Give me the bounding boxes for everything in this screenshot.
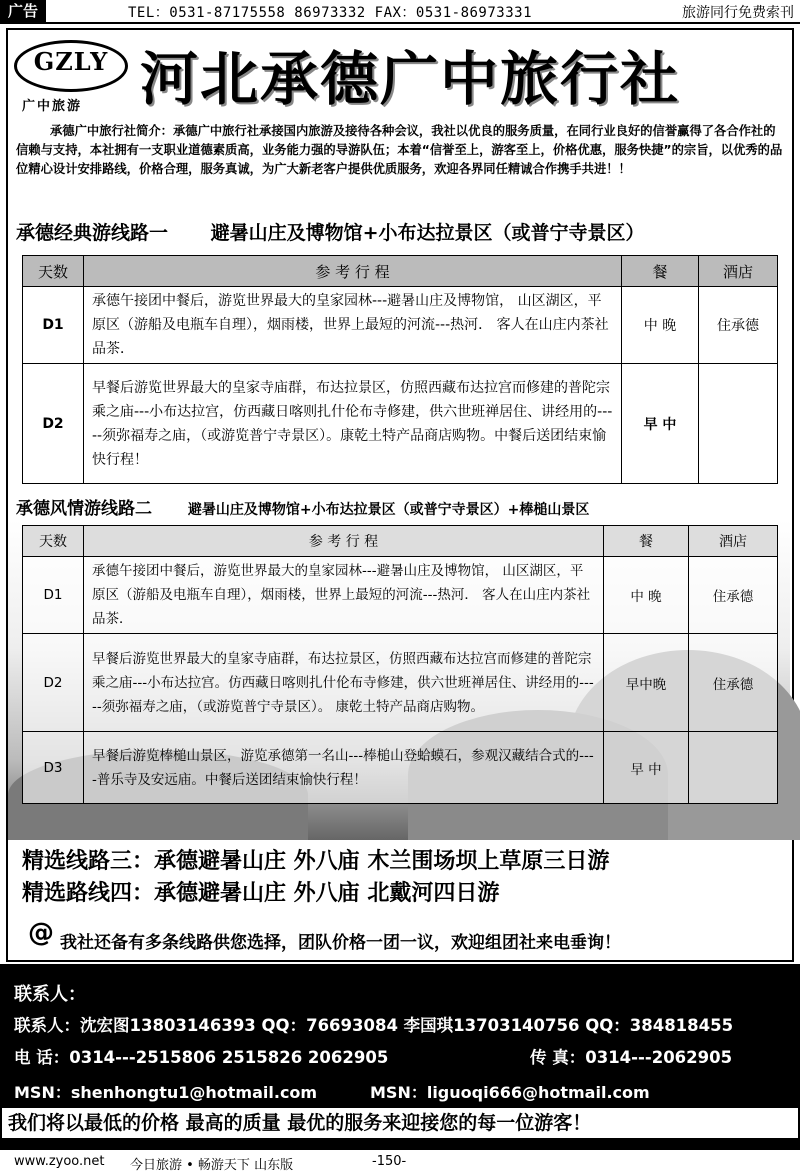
- footer-tagline: 今日旅游 • 畅游天下 山东版: [130, 1158, 294, 1173]
- contact-fax: 传 真：0314---2062905: [530, 1048, 733, 1067]
- itinerary-cell: 早餐后游览世界最大的皇家寺庙群，布达拉景区，仿照西藏布达拉宫而修建的普陀宗乘之庙---小布达拉宫，仿西藏日喀则扎什伦布寺修建，供六世班禅居住、讲经用的-----须弥福寿之庙，（或游览普宁寺景区）。康乾土特产品商店购物。中餐后送团结束愉快行程！: [84, 364, 622, 484]
- meal-cell: 早中晚: [604, 634, 689, 732]
- top-free-notice: 旅游同行免费索刊: [682, 5, 794, 21]
- hotel-cell: [699, 364, 778, 484]
- page-footer: [0, 1152, 800, 1171]
- route1-header: [16, 218, 645, 245]
- footer-site: www.zyoo.net: [14, 1154, 105, 1169]
- contact-block: [0, 964, 800, 1150]
- itinerary-cell: 早餐后游览棒槌山景区，游览承德第一名山---棒槌山登蛤蟆石，参观汉藏结合式的----普乐寺及安远庙。中餐后送团结束愉快行程！: [84, 732, 604, 804]
- itinerary-cell: 承德午接团中餐后，游览世界最大的皇家园林---避暑山庄及博物馆， 山区湖区，平原区（游船及电瓶车自理），烟雨楼，世界上最短的河流---热河． 客人在山庄内茶社品茶．: [84, 287, 622, 364]
- table-row: [23, 634, 778, 732]
- contact-msn-2: MSN：liguoqi666@hotmail.com: [370, 1083, 650, 1102]
- selected-route-4: 精选路线四：承德避暑山庄 外八庙 北戴河四日游: [22, 881, 500, 906]
- contact-people: 联系人：沈宏图13803146393 QQ：76693084 李国琪13703140756 QQ：384818455: [14, 1016, 734, 1035]
- col-day: 天数: [23, 256, 84, 287]
- meal-cell: 早 中: [604, 732, 689, 804]
- route2-label: 承德风情游线路二: [16, 499, 152, 519]
- intro-paragraph: 承德广中旅行社简介：承德广中旅行社承接国内旅游及接待各种会议，我社以优良的服务质量，在同行业良好的信誉赢得了各合作社的信赖与支持，本社拥有一支职业道德素质高，业务能力强的导游队伍；本着“信誉至上，游客至上，价格优惠，服务快捷”的宗旨，以优秀的品位精心设计安排路线，价格合理，服务真诚，为广大新老客户提供优质服务，欢迎各界同任精诚合作携手共进！！: [16, 124, 783, 176]
- meal-cell: 中 晚: [622, 287, 699, 364]
- table-row: [23, 364, 778, 484]
- day-cell: D2: [23, 364, 84, 484]
- meal-cell: 中 晚: [604, 557, 689, 634]
- agency-logo: [14, 40, 124, 112]
- slogan-banner: 我们将以最低的价格 最高的质量 最优的服务来迎接您的每一位游客！: [2, 1108, 798, 1138]
- table-row: [23, 287, 778, 364]
- route1-name: 避暑山庄及博物馆+小布达拉景区（或普宁寺景区）: [210, 222, 645, 244]
- route2-table: [22, 525, 778, 804]
- col-meal: 餐: [604, 526, 689, 557]
- hotel-cell: 住承德: [689, 634, 778, 732]
- day-cell: D1: [23, 557, 84, 634]
- logo-subtitle: 广中旅游: [22, 99, 83, 114]
- top-phone-fax: TEL：0531-87175558 86973332 FAX：0531-86973331: [128, 5, 533, 21]
- route1-label: 承德经典游线路一: [16, 222, 169, 244]
- table-row: [23, 557, 778, 634]
- page-number: -150-: [372, 1154, 407, 1169]
- col-meal: 餐: [622, 256, 699, 287]
- agency-title: 河北承德广中旅行社: [140, 45, 681, 113]
- day-cell: D2: [23, 634, 84, 732]
- col-itinerary: 参 考 行 程: [84, 256, 622, 287]
- more-routes-note: @ 我社还备有多条线路供您选择，团队价格一团一议，欢迎组团社来电垂询！: [28, 918, 621, 953]
- selected-route-3: 精选线路三：承德避暑山庄 外八庙 木兰围场坝上草原三日游: [22, 849, 610, 874]
- col-hotel: 酒店: [689, 526, 778, 557]
- table-header-row: [23, 256, 778, 287]
- itinerary-cell: 早餐后游览世界最大的皇家寺庙群，布达拉景区，仿照西藏布达拉宫而修建的普陀宗乘之庙---小布达拉宫。仿西藏日喀则扎什伦布寺修建，供六世班禅居住、讲经用的-----须弥福寿之庙，（或游览普宁寺景区）。 康乾土特产品商店购物。: [84, 634, 604, 732]
- top-bar: [0, 0, 800, 24]
- spiral-icon: @: [28, 918, 54, 948]
- route2-header: [16, 494, 589, 519]
- meal-cell: 早 中: [622, 364, 699, 484]
- contact-phone: 电 话：0314---2515806 2515826 2062905: [14, 1048, 389, 1067]
- route2-name: 避暑山庄及博物馆+小布达拉景区（或普宁寺景区）+棒槌山景区: [187, 502, 590, 518]
- contact-msn-1: MSN：shenhongtu1@hotmail.com: [14, 1083, 318, 1102]
- itinerary-cell: 承德午接团中餐后，游览世界最大的皇家园林---避暑山庄及博物馆， 山区湖区，平原区（游船及电瓶车自理），烟雨楼，世界上最短的河流---热河． 客人在山庄内茶社品茶．: [84, 557, 604, 634]
- col-itinerary: 参 考 行 程: [84, 526, 604, 557]
- table-row: [23, 732, 778, 804]
- col-hotel: 酒店: [699, 256, 778, 287]
- table-header-row: [23, 526, 778, 557]
- ad-tag: 广告: [0, 0, 46, 22]
- hotel-cell: 住承德: [689, 557, 778, 634]
- contact-label: 联系人：: [14, 984, 86, 1005]
- day-cell: D1: [23, 287, 84, 364]
- col-day: 天数: [23, 526, 84, 557]
- hotel-cell: [689, 732, 778, 804]
- hotel-cell: 住承德: [699, 287, 778, 364]
- route1-table: [22, 255, 778, 484]
- day-cell: D3: [23, 732, 84, 804]
- logo-mark: GZLY: [14, 40, 128, 92]
